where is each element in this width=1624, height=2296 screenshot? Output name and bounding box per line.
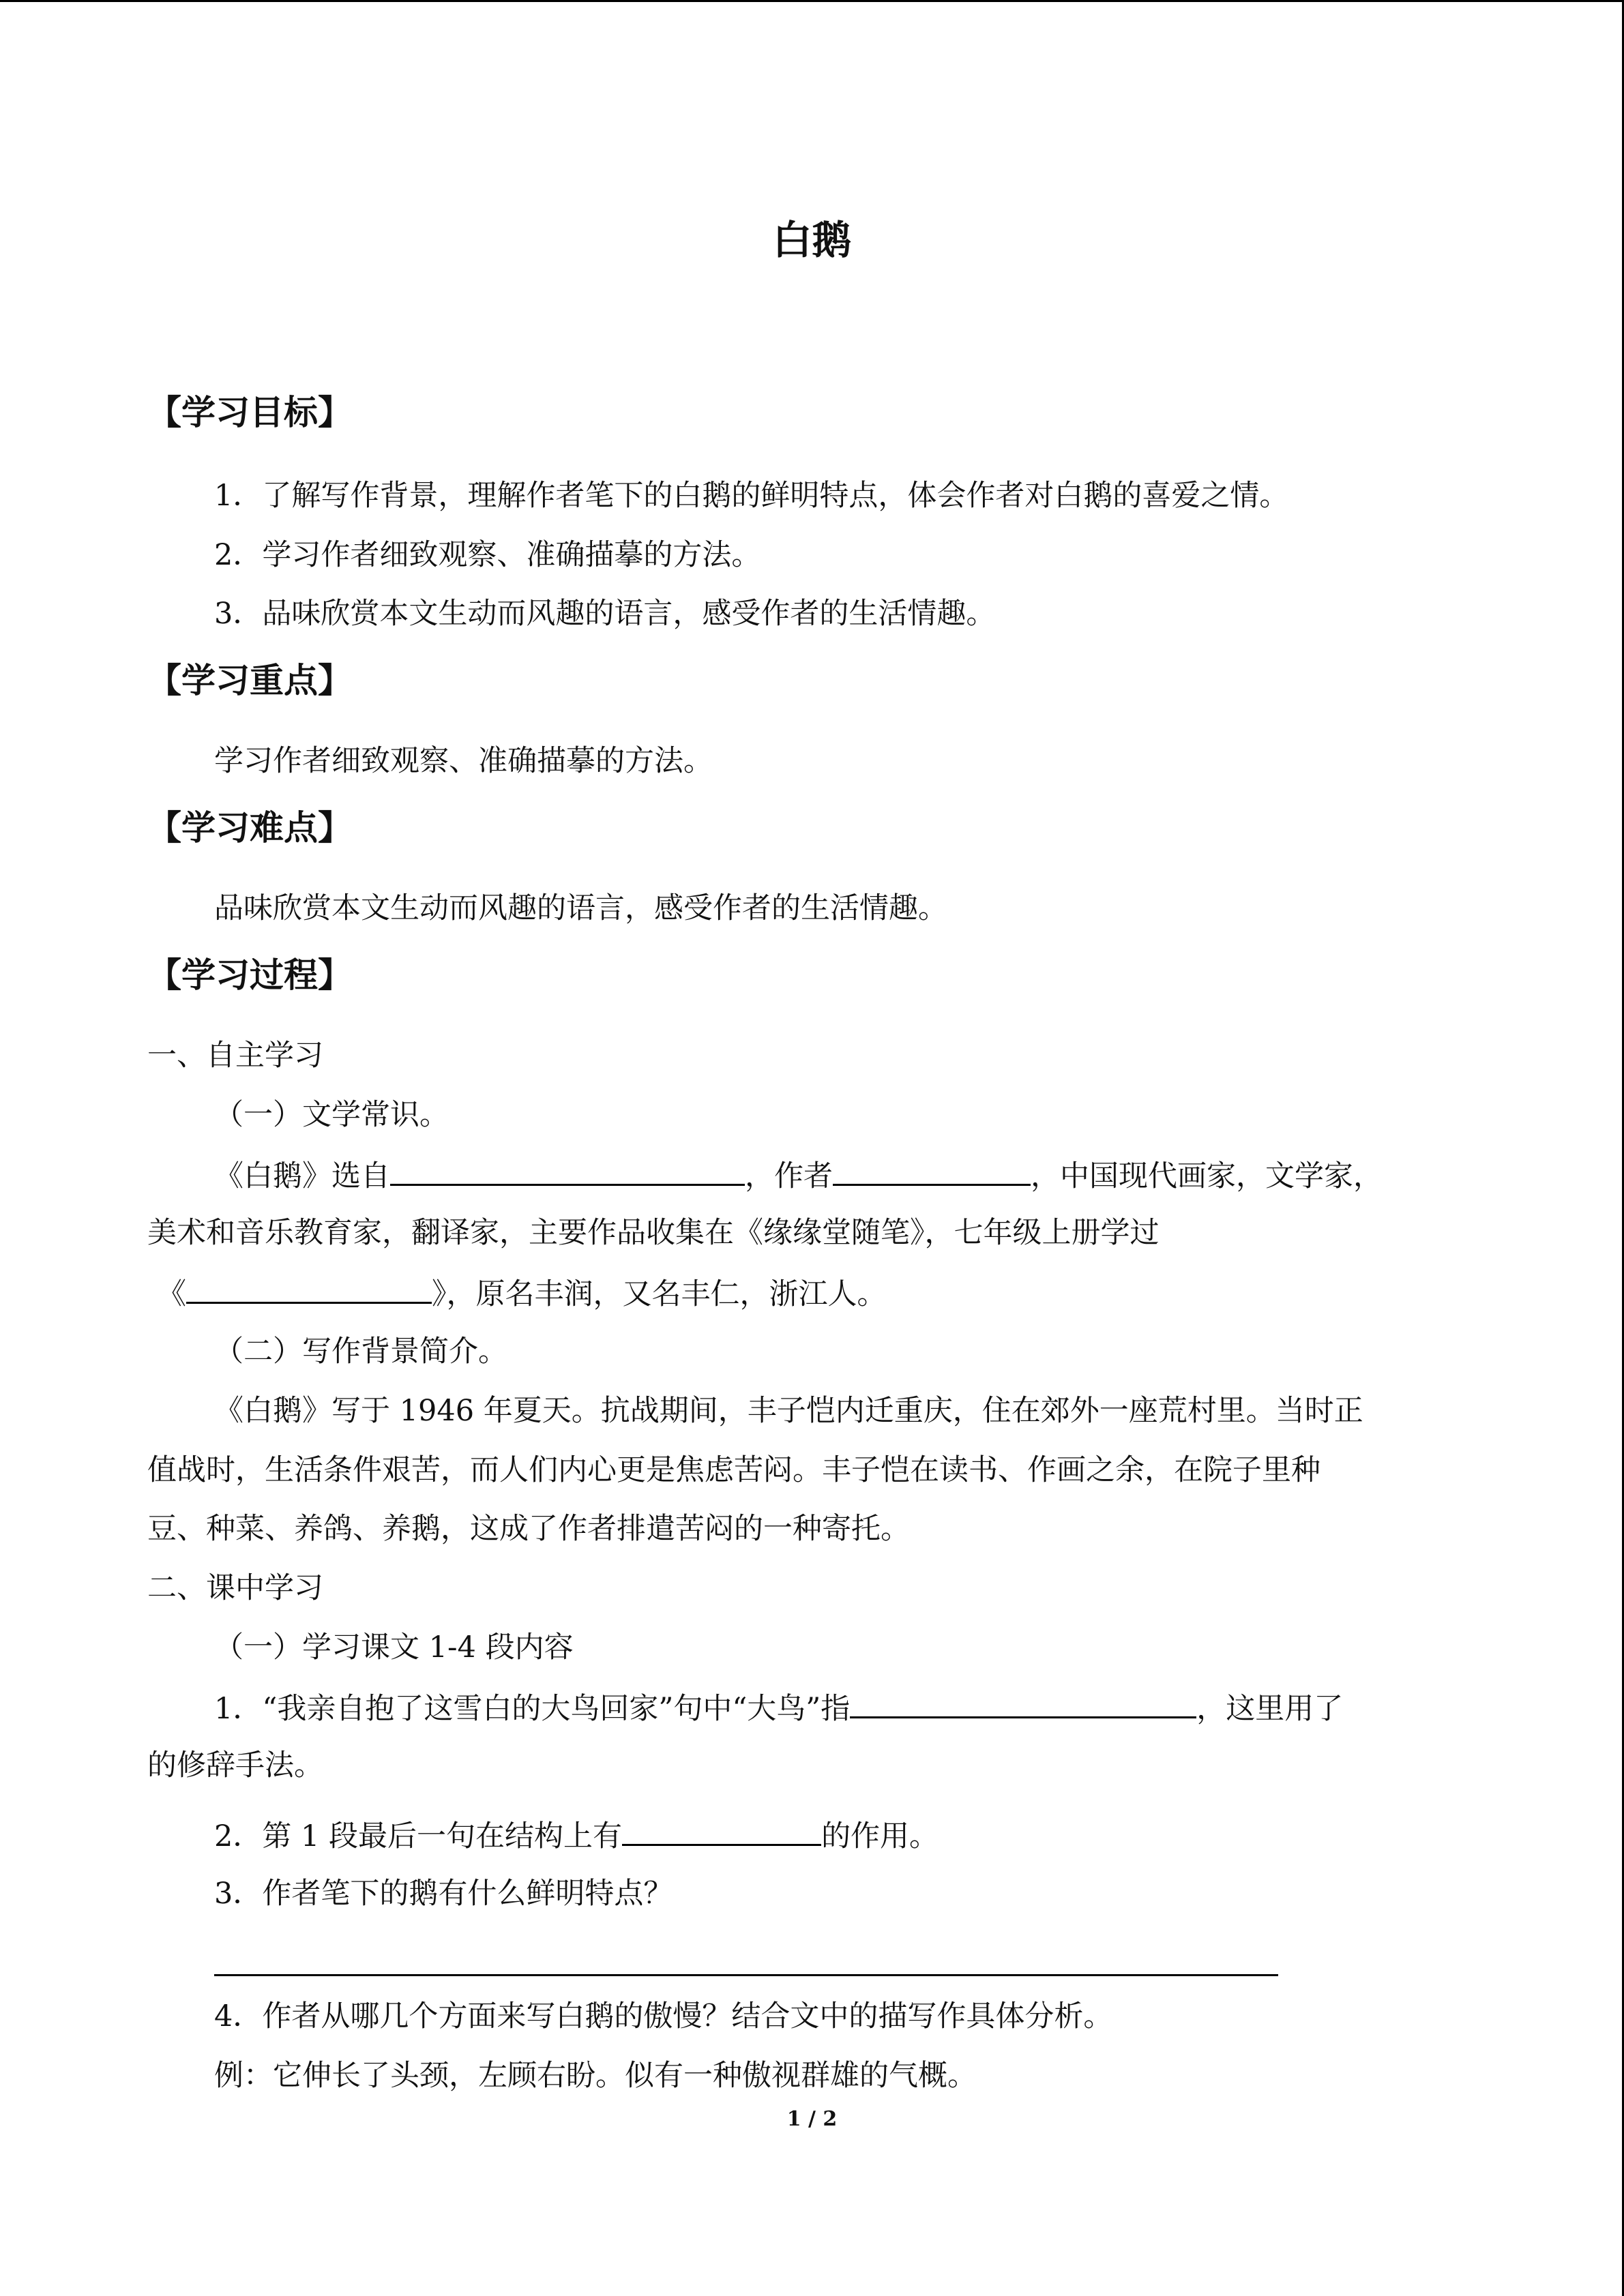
difficulty-text: 品味欣赏本文生动而风趣的语言，感受作者的生活情趣。	[214, 891, 947, 925]
goal-item-1: 1．了解写作背景，理解作者笔下的白鹅的鲜明特点，体会作者对白鹅的喜爱之情。	[214, 479, 1289, 513]
background-line-3: 豆、种菜、养鸽、养鹅，这成了作者排遣苦闷的一种寄托。	[147, 1512, 910, 1546]
page-number: 1 / 2	[786, 2107, 838, 2131]
part2-q2-prefix: 2．第 1 段最后一句在结构上有	[214, 1819, 623, 1853]
part2-q1-suffix: ，这里用了	[1196, 1692, 1344, 1726]
part1-heading: 一、自主学习	[147, 1039, 323, 1073]
part1-q1-line2: 美术和音乐教育家，翻译家，主要作品收集在《缘缘堂随笔》，七年级上册学过	[147, 1216, 1160, 1250]
answer-line-q3[interactable]	[214, 1974, 1278, 1976]
q1-middle: ，作者	[745, 1159, 833, 1193]
part2-q3: 3．作者笔下的鹅有什么鲜明特点？	[214, 1877, 673, 1911]
page-top-border	[0, 0, 1624, 2]
answer-blank-big-bird[interactable]	[850, 1686, 1196, 1718]
part1-sub1: （一）文学常识。	[214, 1098, 449, 1132]
answer-blank-source[interactable]	[390, 1154, 745, 1186]
background-line-2: 值战时，生活条件艰苦，而人们内心更是焦虑苦闷。丰子恺在读书、作画之余，在院子里种	[147, 1453, 1320, 1487]
background-line-1: 《白鹅》写于 1946 年夏天。抗战期间，丰子恺内迁重庆，住在郊外一座荒村里。当时正	[214, 1394, 1363, 1428]
difficulty-heading: 【学习难点】	[147, 808, 352, 848]
q1-line3-open: 《	[157, 1277, 186, 1311]
goal-item-2: 2．学习作者细致观察、准确描摹的方法。	[214, 538, 761, 572]
part1-q1-line1	[214, 1154, 1383, 1197]
part1-q1-line3	[157, 1272, 887, 1315]
q1-prefix: 《白鹅》选自	[214, 1159, 390, 1193]
process-heading: 【学习过程】	[147, 955, 352, 995]
part2-q4: 4．作者从哪几个方面来写白鹅的傲慢？结合文中的描写作具体分析。	[214, 1999, 1113, 2033]
q1-line3-rest: 》，原名丰润，又名丰仁，浙江人。	[432, 1277, 887, 1311]
q1-suffix: ，中国现代画家，文学家，	[1031, 1159, 1383, 1193]
key-points-text: 学习作者细致观察、准确描摹的方法。	[214, 744, 713, 778]
part2-q1-line1	[214, 1686, 1343, 1729]
page-title: 白鹅	[772, 217, 852, 263]
part2-heading: 二、课中学习	[147, 1571, 323, 1605]
answer-blank-author[interactable]	[833, 1154, 1031, 1186]
part2-q2	[214, 1814, 939, 1857]
part2-q2-suffix: 的作用。	[821, 1819, 939, 1853]
part2-example: 例：它伸长了头颈，左顾右盼。似有一种傲视群雄的气概。	[214, 2059, 977, 2093]
answer-blank-work-title[interactable]	[186, 1272, 432, 1304]
goals-heading: 【学习目标】	[147, 393, 352, 432]
part2-sub1: （一）学习课文 1-4 段内容	[214, 1630, 574, 1665]
part2-q1-line2: 的修辞手法。	[147, 1748, 323, 1783]
part1-sub2: （二）写作背景简介。	[214, 1335, 507, 1369]
key-points-heading: 【学习重点】	[147, 661, 352, 700]
answer-blank-structure[interactable]	[622, 1814, 821, 1846]
goal-item-3: 3．品味欣赏本文生动而风趣的语言，感受作者的生活情趣。	[214, 597, 996, 631]
part2-q1-prefix: 1．“我亲自抱了这雪白的大鸟回家”句中“大鸟”指	[214, 1692, 851, 1726]
